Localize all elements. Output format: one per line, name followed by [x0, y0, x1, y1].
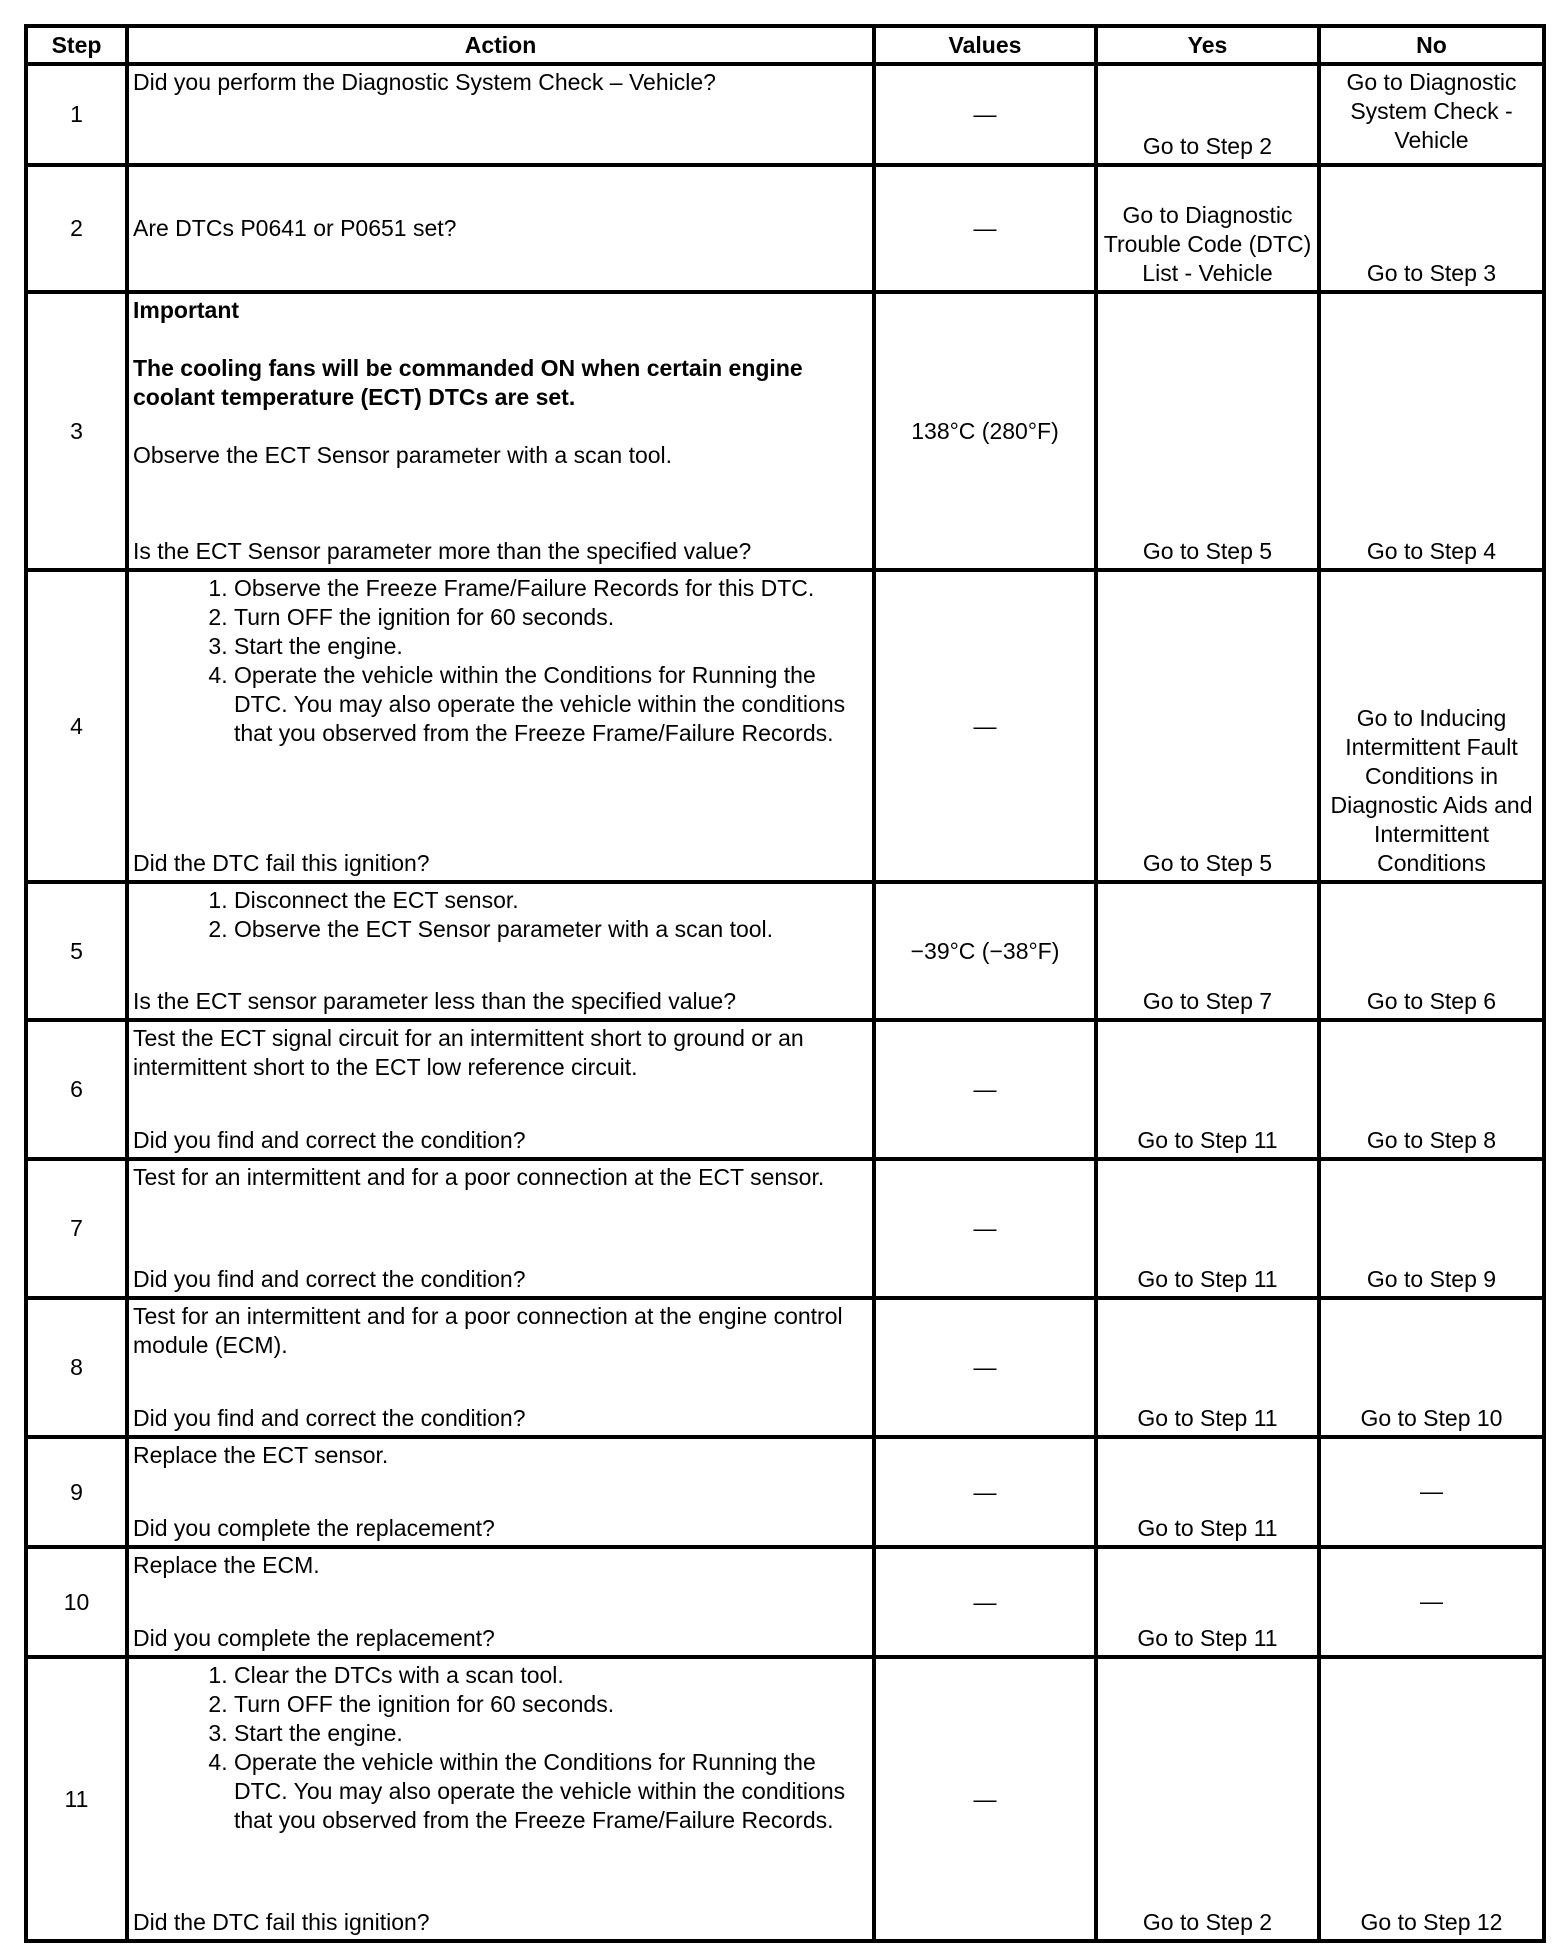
no-text: Go to Step 4 — [1366, 538, 1497, 564]
no-text: Go to Step 10 — [1360, 1405, 1503, 1431]
no-text: Go to Step 9 — [1366, 1266, 1497, 1292]
action-steps-list — [133, 1661, 872, 1835]
table-row — [26, 1657, 1544, 1941]
list-item: 1. Disconnect the ECT sensor. — [234, 886, 872, 915]
yes-text: Go to Step 7 — [1142, 988, 1273, 1014]
yes-cell — [1096, 64, 1319, 165]
list-item: 3. Start the engine. — [234, 632, 872, 661]
step-number: 7 — [26, 1159, 127, 1298]
header-action: Action — [127, 26, 874, 64]
action-cell — [127, 1657, 874, 1941]
table-row — [26, 1020, 1544, 1159]
header-row — [26, 26, 1544, 64]
table-row — [26, 882, 1544, 1020]
step-number: 1 — [26, 64, 127, 165]
no-cell — [1319, 1159, 1544, 1298]
action-cell — [127, 1298, 874, 1437]
yes-text: Go to Step 11 — [1137, 1405, 1278, 1431]
no-text: Go to Step 6 — [1366, 988, 1497, 1014]
list-item: 4. Operate the vehicle within the Conditions for Running the DTC. You may also operate the vehicle within the conditions that you observed from the Freeze Frame/Failure Records. — [234, 661, 872, 748]
no-text: Go to Inducing Intermittent Fault Conditions in Diagnostic Aids and Intermittent Conditions — [1330, 705, 1533, 876]
action-cell — [127, 1159, 874, 1298]
value-cell: — — [874, 64, 1096, 165]
action-instruction: Replace the ECT sensor. — [133, 1442, 389, 1468]
list-item: 2. Turn OFF the ignition for 60 seconds. — [234, 603, 872, 632]
important-text: The cooling fans will be commanded ON when certain engine coolant temperature (ECT) DTCs are set. — [133, 355, 803, 410]
no-cell — [1319, 64, 1544, 165]
header-no: No — [1319, 26, 1544, 64]
no-text: — — [1420, 1587, 1443, 1614]
action-instruction: Observe the ECT Sensor parameter with a scan tool. — [133, 442, 673, 468]
action-question: Did you complete the replacement? — [133, 1625, 495, 1651]
step-number: 11 — [26, 1657, 127, 1941]
table-row — [26, 570, 1544, 882]
action-steps-list — [133, 886, 872, 944]
list-item: 4. Operate the vehicle within the Conditions for Running the DTC. You may also operate the vehicle within the conditions that you observed from the Freeze Frame/Failure Records. — [234, 1748, 872, 1835]
value-cell: — — [874, 1437, 1096, 1547]
step-number: 9 — [26, 1437, 127, 1547]
action-steps-list — [133, 574, 872, 748]
yes-cell — [1096, 570, 1319, 882]
yes-cell — [1096, 1657, 1319, 1941]
yes-text: Go to Diagnostic Trouble Code (DTC) List - Vehicle — [1103, 202, 1312, 286]
action-instruction: Test for an intermittent and for a poor connection at the engine control module (ECM). — [133, 1303, 843, 1358]
action-question: Did the DTC fail this ignition? — [133, 1909, 430, 1935]
action-question: Did you perform the Diagnostic System Check – Vehicle? — [133, 69, 716, 95]
table-row — [26, 1547, 1544, 1657]
yes-text: Go to Step 5 — [1142, 850, 1273, 876]
action-cell — [127, 1020, 874, 1159]
yes-text: Go to Step 11 — [1137, 1266, 1278, 1292]
value-cell: −39°C (−38°F) — [874, 882, 1096, 1020]
no-cell — [1319, 1298, 1544, 1437]
action-instruction: Replace the ECM. — [133, 1552, 320, 1578]
action-question: Did you find and correct the condition? — [133, 1405, 526, 1431]
important-title: Important — [133, 297, 240, 323]
value-cell: — — [874, 1159, 1096, 1298]
value-cell: 138°C (280°F) — [874, 292, 1096, 570]
no-cell — [1319, 1547, 1544, 1657]
list-item: 1. Clear the DTCs with a scan tool. — [234, 1661, 872, 1690]
action-cell — [127, 570, 874, 882]
step-number: 4 — [26, 570, 127, 882]
list-item: 3. Start the engine. — [234, 1719, 872, 1748]
action-question: Did you complete the replacement? — [133, 1515, 495, 1541]
yes-cell — [1096, 1547, 1319, 1657]
yes-text: Go to Step 2 — [1142, 133, 1273, 159]
table-row — [26, 1437, 1544, 1547]
action-cell — [127, 1547, 874, 1657]
step-number: 10 — [26, 1547, 127, 1657]
step-number: 6 — [26, 1020, 127, 1159]
yes-text: Go to Step 5 — [1142, 538, 1273, 564]
yes-text: Go to Step 11 — [1137, 1127, 1278, 1153]
action-cell — [127, 1437, 874, 1547]
action-cell — [127, 882, 874, 1020]
yes-cell — [1096, 1159, 1319, 1298]
no-cell — [1319, 570, 1544, 882]
no-text: Go to Diagnostic System Check - Vehicle — [1346, 69, 1517, 153]
action-instruction: Test the ECT signal circuit for an intermittent short to ground or an intermittent short to the ECT low reference circuit. — [133, 1025, 804, 1080]
header-yes: Yes — [1096, 26, 1319, 64]
yes-cell — [1096, 882, 1319, 1020]
action-question: Is the ECT sensor parameter less than the specified value? — [133, 988, 737, 1014]
action-question: Is the ECT Sensor parameter more than the specified value? — [133, 538, 752, 564]
table-row — [26, 64, 1544, 165]
header-values: Values — [874, 26, 1096, 64]
yes-cell — [1096, 1298, 1319, 1437]
no-cell — [1319, 1437, 1544, 1547]
no-cell — [1319, 165, 1544, 292]
step-number: 8 — [26, 1298, 127, 1437]
action-question: Did you find and correct the condition? — [133, 1127, 526, 1153]
table-row — [26, 292, 1544, 570]
list-item: 2. Turn OFF the ignition for 60 seconds. — [234, 1690, 872, 1719]
action-question: Did the DTC fail this ignition? — [133, 850, 430, 876]
value-cell: — — [874, 570, 1096, 882]
diagnostic-table — [24, 24, 1546, 1943]
yes-text: Go to Step 11 — [1137, 1515, 1278, 1541]
yes-text: Go to Step 11 — [1137, 1625, 1278, 1651]
action-cell — [127, 64, 874, 165]
step-number: 5 — [26, 882, 127, 1020]
yes-cell — [1096, 292, 1319, 570]
action-cell — [127, 165, 874, 292]
value-cell: — — [874, 1547, 1096, 1657]
no-cell — [1319, 882, 1544, 1020]
no-cell — [1319, 1657, 1544, 1941]
no-cell — [1319, 1020, 1544, 1159]
value-cell: — — [874, 165, 1096, 292]
value-cell: — — [874, 1020, 1096, 1159]
action-instruction: Test for an intermittent and for a poor connection at the ECT sensor. — [133, 1164, 825, 1190]
value-cell: — — [874, 1657, 1096, 1941]
action-question: Did you find and correct the condition? — [133, 1266, 526, 1292]
list-item: 1. Observe the Freeze Frame/Failure Records for this DTC. — [234, 574, 872, 603]
yes-cell — [1096, 1020, 1319, 1159]
no-text: Go to Step 8 — [1366, 1127, 1497, 1153]
action-question: Are DTCs P0641 or P0651 set? — [133, 215, 457, 241]
header-step: Step — [26, 26, 127, 64]
table-row — [26, 1298, 1544, 1437]
yes-cell — [1096, 165, 1319, 292]
table-row — [26, 1159, 1544, 1298]
action-cell — [127, 292, 874, 570]
no-text: Go to Step 3 — [1366, 260, 1497, 286]
yes-text: Go to Step 2 — [1142, 1909, 1273, 1935]
value-cell: — — [874, 1298, 1096, 1437]
step-number: 2 — [26, 165, 127, 292]
table-row — [26, 165, 1544, 292]
no-cell — [1319, 292, 1544, 570]
yes-cell — [1096, 1437, 1319, 1547]
no-text: Go to Step 12 — [1360, 1909, 1503, 1935]
step-number: 3 — [26, 292, 127, 570]
no-text: — — [1420, 1477, 1443, 1504]
list-item: 2. Observe the ECT Sensor parameter with a scan tool. — [234, 915, 872, 944]
